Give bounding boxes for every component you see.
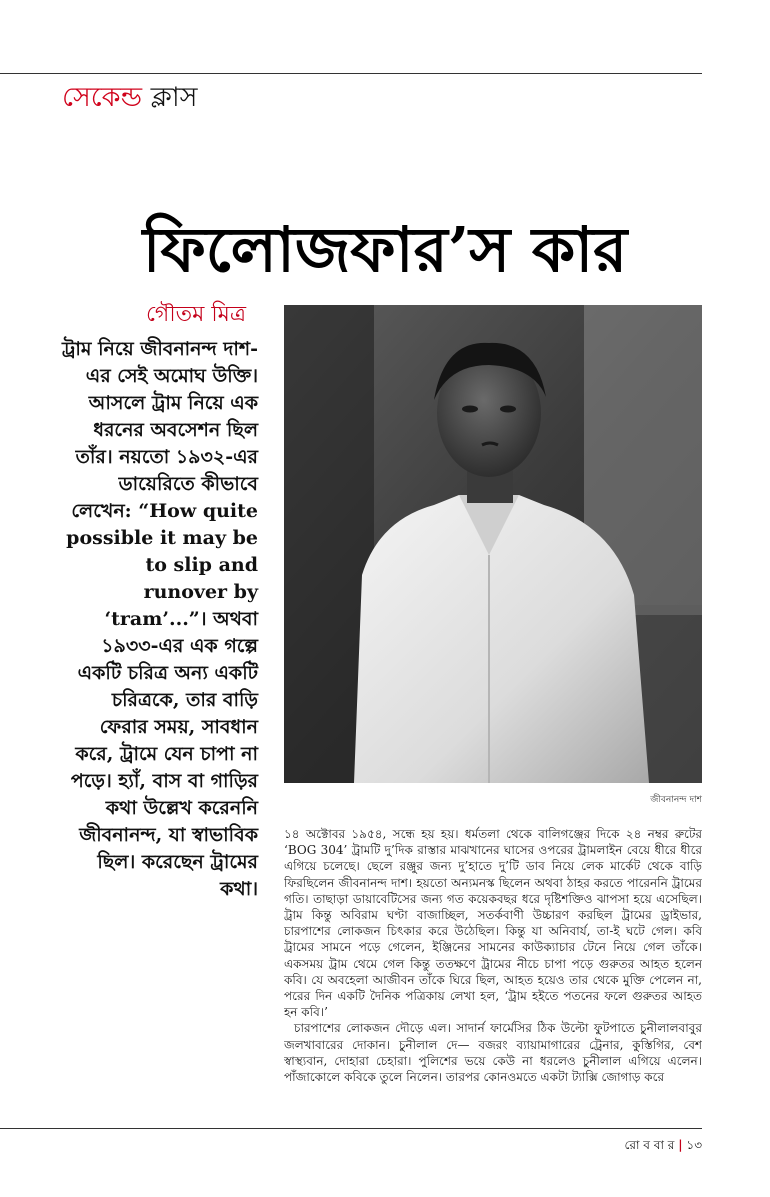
- intro-standfirst: [58, 336, 258, 903]
- page-number: ১৩: [686, 1138, 702, 1152]
- bottom-rule: [0, 1128, 702, 1129]
- magazine-name: রো ব বা র: [624, 1138, 675, 1152]
- body-paragraph-1: ১৪ অক্টোবর ১৯৫৪, সন্ধে হয় হয়। ধর্মতলা থেকে বালিগঞ্জের দিকে ২৪ নম্বর রুটের ‘BOG 304’ ট্রামটি দু’দিক রাস্তার মাঝখানের ঘাসের ওপরের ট্রামলাইন বেয়ে ধীরে ধীরে এগিয়ে চলেছে। ছেলে রঞ্জুর জন্য দু’হাতে দু’টি ডাব নিয়ে লেক মার্কেট থেকে বাড়ি ফিরছিলেন জীবনানন্দ দাশ। হয়তো অন্যমনস্ক ছিলেন অথবা ঠাহর করতে পারেননি ট্রামের গতি। তাছাড়া ডায়াবেটিসের জন্য গত কয়েকবছর ধরে দৃষ্টিশক্তিও ঝাপসা হয়ে এসেছিল। ট্রাম কিন্তু অবিরাম ঘণ্টা বাজাচ্ছিল, সতর্কবাণী উচ্চারণ করছিল ট্রামের ড্রাইভার, চারপাশের লোকজন চিৎকার করে উঠেছিল। কিন্তু যা অনিবার্য, তা-ই ঘটে গেল। কবি ট্রামের সামনে পড়ে গেলেন, ইঞ্জিনের সামনের কাউক্যাচার টেনে নিয়ে গেল তাঁকে। একসময় ট্রাম থেমে গেল কিন্তু ততক্ষণে ট্রামের নীচে চাপা পড়ে গুরুতর আহত হলেন কবি। যে অবহেলা আজীবন তাঁকে ঘিরে ছিল, আহত হয়েও তার থেকে মুক্তি পেলেন না, পরের দিন একটি দৈনিক পত্রিকায় লেখা হল, ‘ট্রাম হইতে পতনের ফলে গুরুতর আহত হন কবি।’: [284, 827, 702, 1020]
- folio-separator: |: [678, 1138, 683, 1152]
- intro-text: ট্রাম নিয়ে জীবনানন্দ দাশ-এর সেই অমোঘ উক্তি। আসলে ট্রাম নিয়ে এক ধরনের অবসেশন ছিল তাঁর। নয়তো ১৯৩২-এর ডায়েরিতে কীভাবে লেখেন: “How quite possible it may be to slip and runover by ‘tram’...”। অথবা ১৯৩৩-এর এক গল্পে একটি চরিত্র অন্য একটি চরিত্রকে, তার বাড়ি ফেরার সময়, সাবধান করে, ট্রামে যেন চাপা না পড়ে। হ্যাঁ, বাস বা গাড়ির কথা উল্লেখ করেননি জীবনানন্দ, যা স্বাভাবিক ছিল। করেছেন ট্রামের কথা।: [61, 338, 258, 900]
- portrait-photo: [284, 305, 702, 783]
- body-paragraph-2: চারপাশের লোকজন দৌড়ে এল। সাদার্ন ফার্মেসির ঠিক উল্টো ফুটপাতে চুনীলালবাবুর জলখাবারের দোকান। চুনীলাল দে— বজরং ব্যায়ামাগারের ট্রেনার, কুস্তিগির, বেশ স্বাস্থ্যবান, দোহারা চেহারা। পুলিশের ভয়ে কেউ না ধরলেও চুনীলাল এগিয়ে এলেন। পাঁজাকোলে কবিকে তুলে নিলেন। তারপর কোনওমতে একটা ট্যাক্সি জোগাড় করে: [284, 1021, 702, 1085]
- section-label-red: সেকেন্ড: [62, 82, 143, 113]
- article-headline: ফিলোজফার’স কার: [142, 213, 628, 286]
- section-label: [62, 80, 198, 116]
- photo-caption: জীবনানন্দ দাশ: [650, 795, 702, 805]
- article-body: [284, 826, 702, 1122]
- portrait-illustration: [284, 305, 702, 783]
- section-label-black: ক্লাস: [150, 82, 198, 113]
- page-folio: [625, 1137, 702, 1157]
- top-rule: [0, 73, 702, 74]
- author-byline: গৌতম মিত্র: [146, 302, 247, 327]
